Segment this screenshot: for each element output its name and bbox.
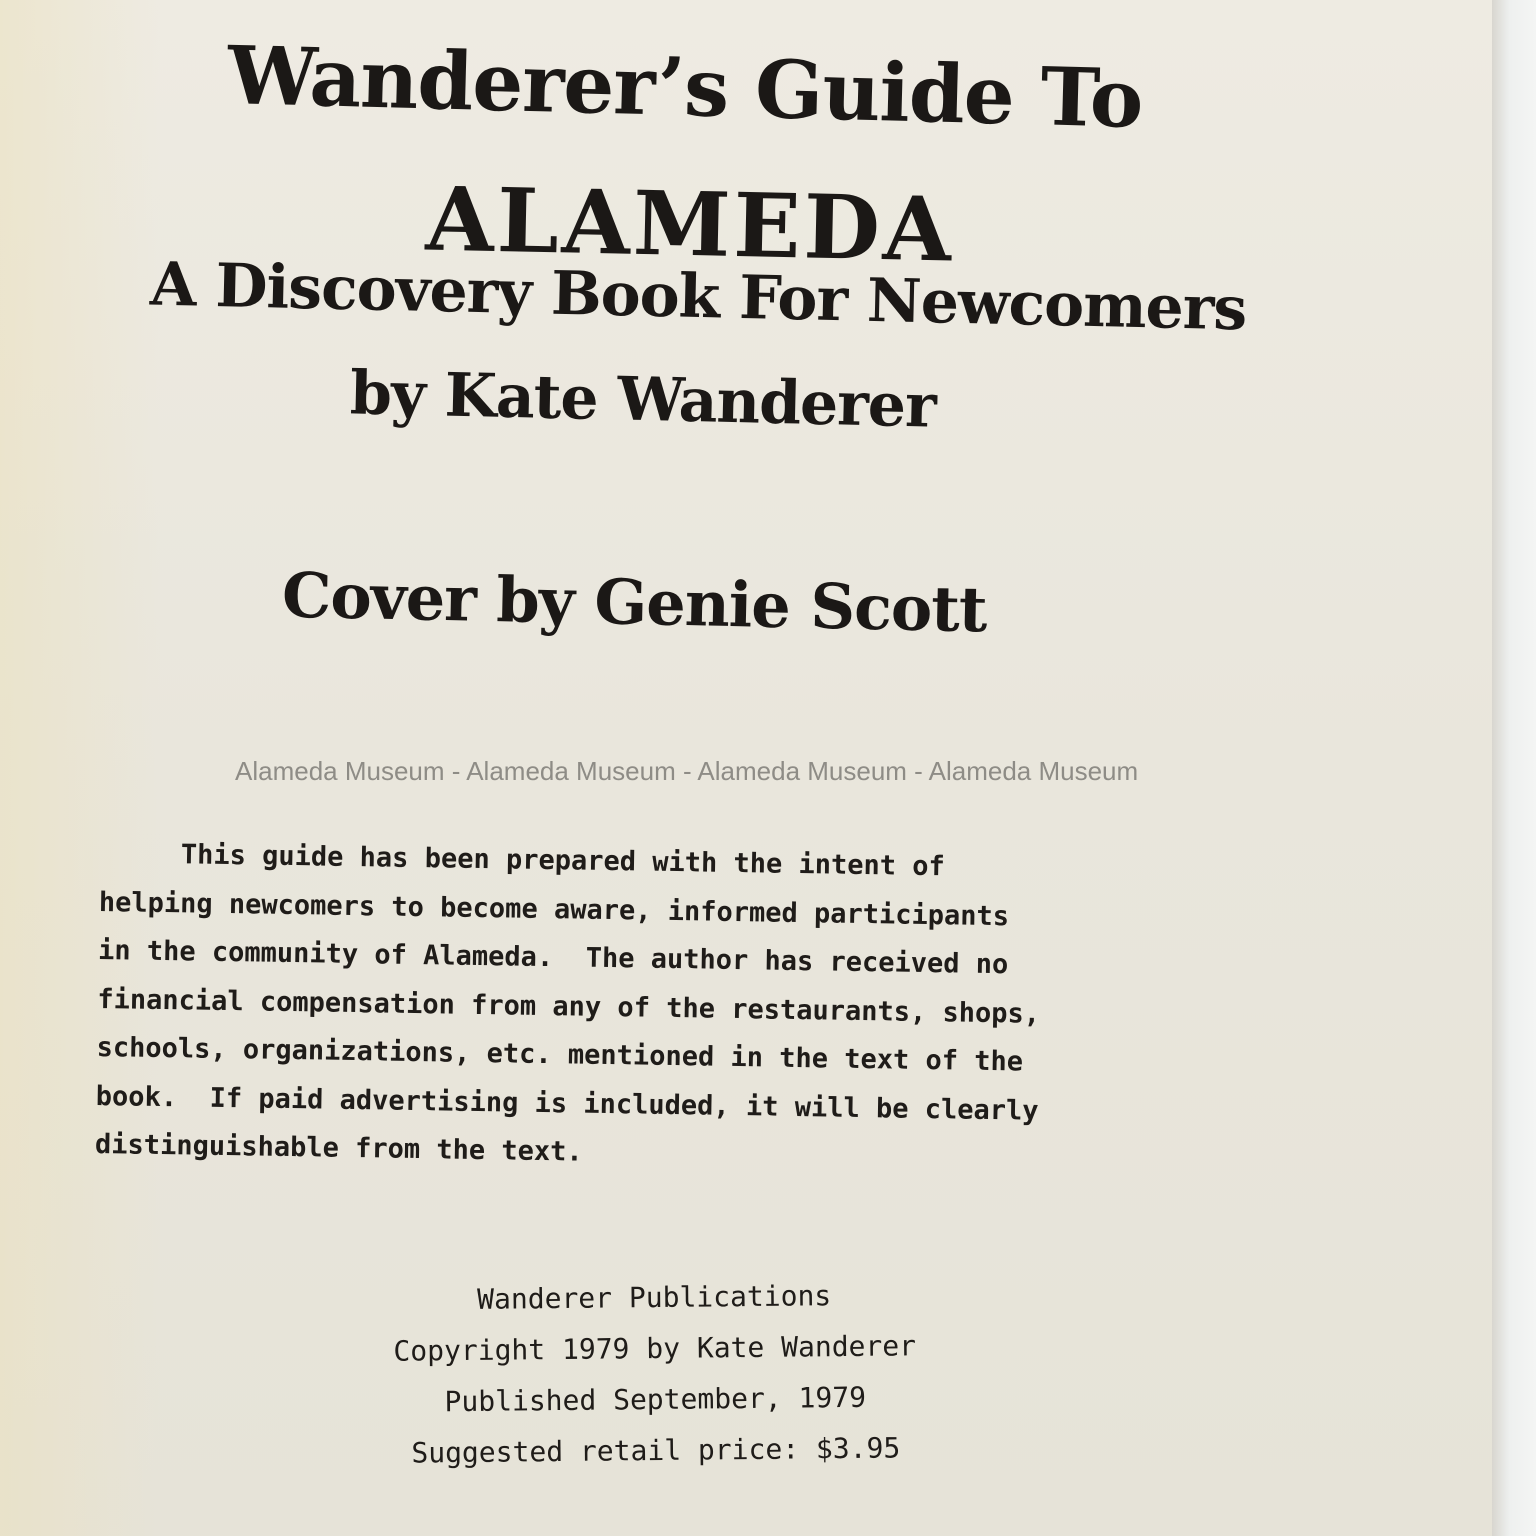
paragraph-line: in the community of Alameda. The author has received no [97, 934, 1009, 981]
page-edge [1492, 0, 1536, 1536]
paragraph-line: This guide has been prepared with the intent of [99, 837, 946, 883]
paragraph-line: financial compensation from any of the restaurants, shops, [97, 983, 1041, 1030]
watermark: Alameda Museum - Alameda Museum - Alameda Museum - Alameda Museum [235, 756, 1139, 786]
title-line-1: Wanderer’s Guide To [226, 28, 1144, 146]
paragraph-line: helping newcomers to become aware, informed participants [98, 886, 1010, 932]
paragraph-line: distinguishable from the text. [94, 1128, 583, 1168]
copyright-notice: Copyright 1979 by Kate Wanderer [393, 1329, 917, 1368]
title-line-2: ALAMEDA [424, 166, 956, 282]
intro-paragraph [95, 830, 1043, 1184]
paragraph-line: book. If paid advertising is included, it will be clearly [95, 1080, 1039, 1127]
publisher: Wanderer Publications [477, 1279, 832, 1316]
paragraph-line: schools, organizations, etc. mentioned in the text of the [96, 1031, 1024, 1078]
publication-date: Published September, 1979 [444, 1380, 867, 1419]
author-line: by Kate Wanderer [349, 358, 937, 442]
subtitle: A Discovery Book For Newcomers [149, 249, 1247, 345]
cover-credit: Cover by Genie Scott [281, 558, 988, 647]
retail-price: Suggested retail price: $3.95 [411, 1431, 901, 1470]
imprint-block [309, 1268, 1001, 1479]
